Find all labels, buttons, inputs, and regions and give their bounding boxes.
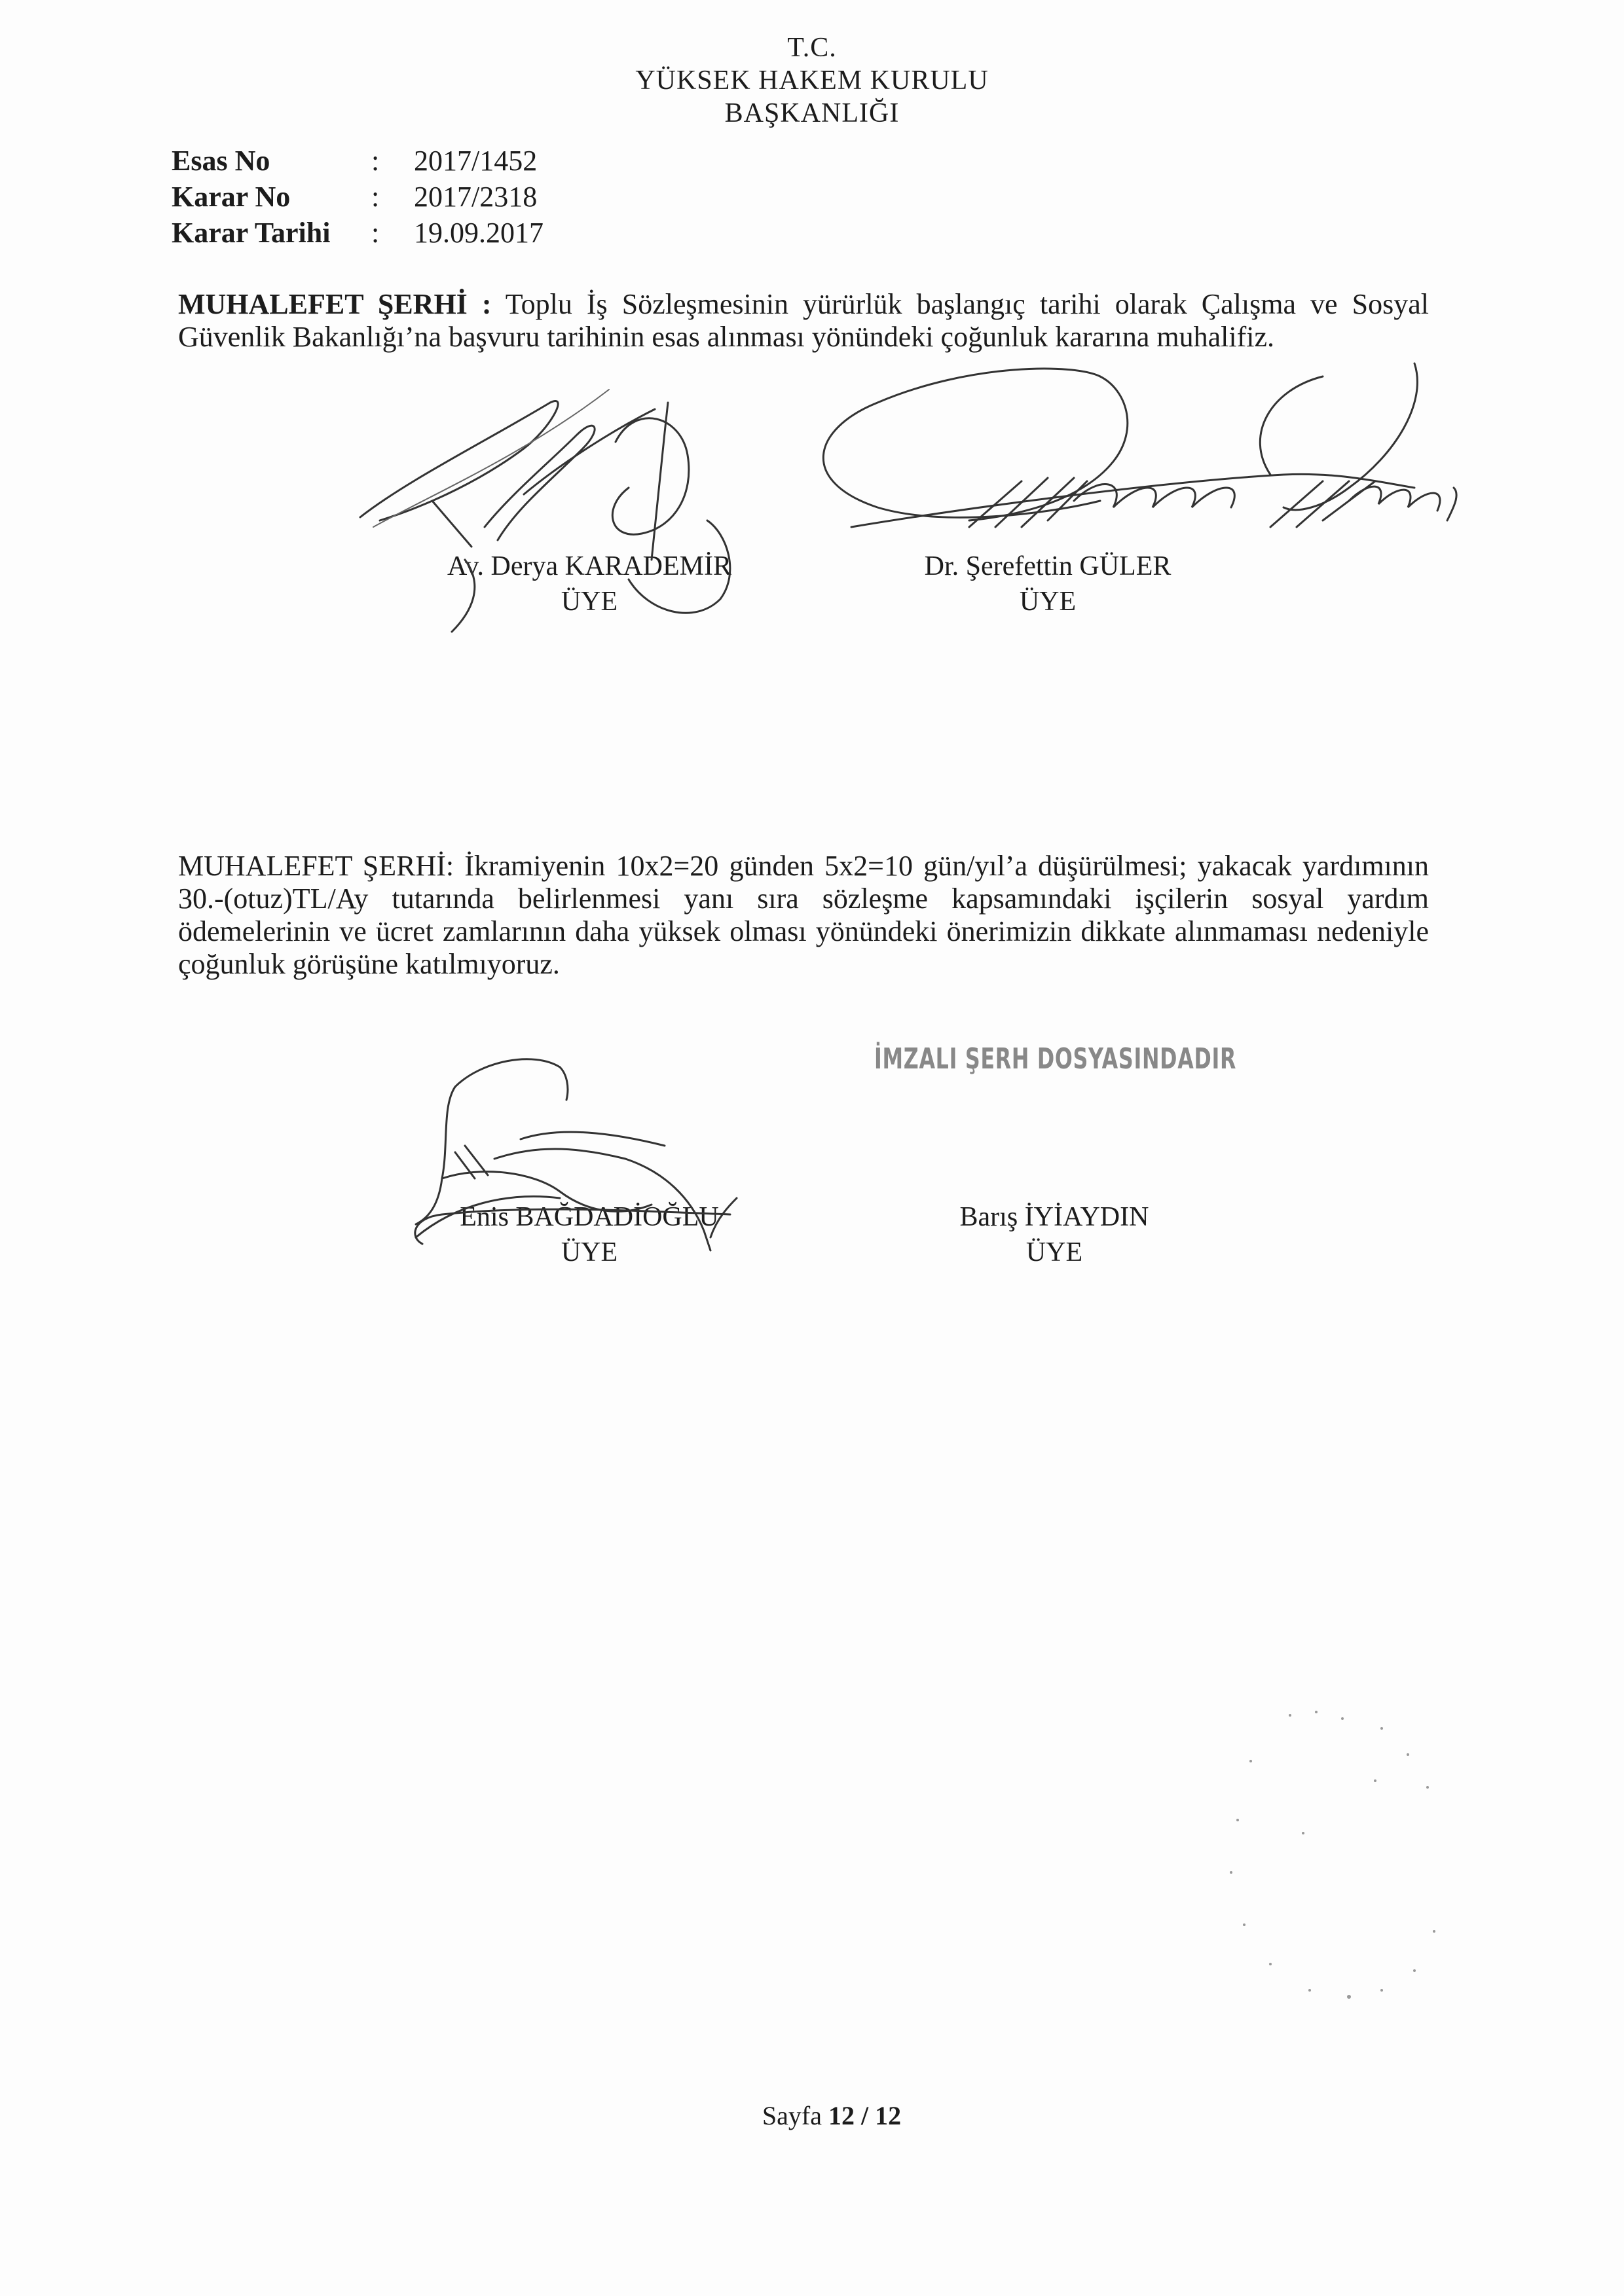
- signed-dissent-stamp: İMZALI ŞERH DOSYASINDADIR: [874, 1042, 1237, 1076]
- footer-page-number: 12: [828, 2101, 855, 2130]
- dissent-opinion-2: MUHALEFET ŞERHİ: İkramiyenin 10x2=20 günden 5x2=10 gün/yıl’a düşürülmesi; yakacak yardımının 30.-(otuz)TL/Ay tutarında belirlenmesi yanı sıra sözleşme kapsamındaki işçilerin sosyal yardım ödemelerinin ve ücret zamlarının daha yüksek olması yönündeki önerimizin dikkate alınmaması nedeniyle çoğunluk görüşüne katılmıyoruz.: [178, 850, 1429, 980]
- handwritten-signature-2: [773, 350, 1467, 573]
- footer-prefix: Sayfa: [762, 2101, 822, 2130]
- header-line-institution: YÜKSEK HAKEM KURULU: [635, 65, 989, 96]
- signer-role: ÜYE: [561, 587, 618, 617]
- signer-name: Dr. Şerefettin GÜLER: [924, 551, 1172, 581]
- case-value: 2017/1452: [414, 145, 538, 177]
- signer-name: Barış İYİAYDIN: [959, 1202, 1149, 1232]
- dissent-text: Toplu İş Sözleşmesinin yürürlük başlangıç tarihi olarak Çalışma ve Sosyal Güvenlik Bakanlığı’na başvuru tarihinin esas alınması yönündeki çoğunluk kararına muhalifiz.: [178, 288, 1429, 353]
- dissent-heading: MUHALEFET ŞERHİ :: [178, 288, 492, 320]
- signer-role: ÜYE: [1019, 587, 1077, 617]
- case-colon: :: [371, 145, 380, 177]
- dissent-opinion-1: [178, 288, 1429, 354]
- signer-name: Enis BAĞDADİOĞLU: [460, 1202, 719, 1232]
- footer-total-pages: 12: [875, 2101, 902, 2130]
- header-line-office: BAŞKANLIĞI: [724, 98, 900, 128]
- case-row-esas: [172, 143, 544, 179]
- case-colon: :: [371, 217, 380, 249]
- signer-name: Av. Derya KARADEMİR: [447, 551, 731, 581]
- page-footer: [714, 2100, 950, 2131]
- footer-separator: /: [860, 2101, 869, 2130]
- case-value: 19.09.2017: [414, 217, 544, 249]
- case-value: 2017/2318: [414, 181, 538, 213]
- case-label: Karar No: [172, 181, 291, 213]
- case-row-tarih: [172, 215, 544, 251]
- signer-block-2: [845, 549, 1251, 619]
- signer-block-4: [851, 1199, 1257, 1270]
- signer-block-3: [386, 1199, 792, 1270]
- document-header: [524, 31, 1100, 130]
- header-line-tc: T.C.: [787, 33, 837, 63]
- signer-block-1: [386, 549, 792, 619]
- scan-artifact: [1211, 1702, 1486, 2043]
- case-info: [172, 143, 544, 251]
- case-label: Esas No: [172, 145, 270, 177]
- case-colon: :: [371, 181, 380, 213]
- signer-role: ÜYE: [1025, 1237, 1083, 1267]
- signer-role: ÜYE: [561, 1237, 618, 1267]
- case-row-karar: [172, 179, 544, 215]
- case-label: Karar Tarihi: [172, 217, 331, 249]
